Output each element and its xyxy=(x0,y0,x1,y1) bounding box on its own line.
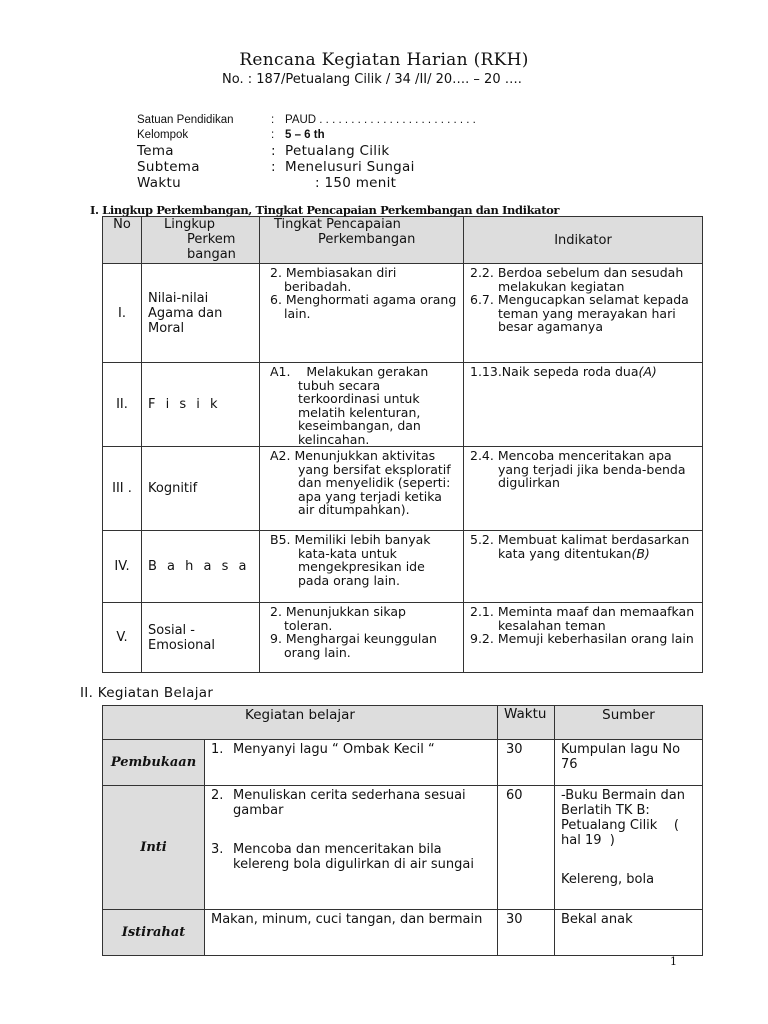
header-indikator: Indikator xyxy=(464,217,703,264)
lingkup-line: Moral xyxy=(148,320,185,336)
lingkup-line: F i s i k xyxy=(148,397,221,412)
activity-text: Menyanyi lagu “ Ombak Kecil “ xyxy=(233,742,435,757)
table-row xyxy=(103,531,703,603)
section2-heading: II. Kegiatan Belajar xyxy=(80,685,214,701)
header-lingkup-line: Lingkup xyxy=(164,217,215,232)
info-colon: : xyxy=(271,143,276,159)
table-row xyxy=(103,740,703,786)
phase-label: Istirahat xyxy=(103,910,205,956)
indikator-item: 9.2. Memuji keberhasilan orang lain xyxy=(470,631,694,646)
activity-text: Makan, minum, cuci tangan, dan bermain xyxy=(211,912,483,927)
lingkup-line: Nilai-nilai xyxy=(148,290,209,306)
header-lingkup xyxy=(142,217,260,264)
indikator-suffix: (A) xyxy=(638,364,657,379)
sumber-cell xyxy=(555,910,703,956)
activity-cell xyxy=(205,910,498,956)
section1-heading: I. Lingkup Perkembangan, Tingkat Pencapaian Perkembangan dan Indikator xyxy=(90,203,560,217)
table-header-row xyxy=(103,217,703,264)
header-no: No xyxy=(103,217,142,264)
row-lingkup xyxy=(142,603,260,673)
phase-label: Inti xyxy=(103,786,205,910)
lingkup-line: Kognitif xyxy=(148,481,198,496)
row-lingkup xyxy=(142,264,260,363)
row-tingkat xyxy=(260,447,464,531)
row-number: I. xyxy=(103,264,142,363)
activity-number: 3. xyxy=(211,842,224,857)
row-tingkat xyxy=(260,603,464,673)
sumber-item: Kumpulan lagu No 76 xyxy=(561,742,681,772)
lingkup-line: Sosial - xyxy=(148,622,195,638)
lingkup-line: Agama dan xyxy=(148,305,223,321)
header-kegiatan: Kegiatan belajar xyxy=(103,706,498,740)
info-value: 5 – 6 th xyxy=(285,129,325,141)
tingkat-item: 9. Menghargai keunggulan orang lain. xyxy=(270,631,437,660)
sumber-item: Kelereng, bola xyxy=(561,872,655,887)
indikator-item: 2.2. Berdoa sebelum dan sesudah melakukan kegiatan xyxy=(470,265,684,294)
table-row xyxy=(103,603,703,673)
table-header-row xyxy=(103,706,703,740)
info-value: Menelusuri Sungai xyxy=(285,159,415,175)
tingkat-item: 2. Menunjukkan sikap toleran. xyxy=(270,604,406,633)
header-tingkat-line: Perkembangan xyxy=(318,232,416,247)
row-indikator xyxy=(464,447,703,531)
activity-text: Mencoba dan menceritakan bila kelereng bola digulirkan di air sungai xyxy=(233,842,474,872)
info-colon: : xyxy=(271,159,276,175)
indikator-suffix: (B) xyxy=(631,545,650,561)
development-table xyxy=(102,216,703,673)
phase-label: Pembukaan xyxy=(103,740,205,786)
info-label: Kelompok xyxy=(137,129,189,141)
tingkat-item: B5. Memiliki lebih banyak kata-kata untuk mengekpresikan ide pada orang lain. xyxy=(270,532,431,588)
lingkup-line: B a h a s a xyxy=(148,559,250,574)
table-row xyxy=(103,264,703,363)
info-colon: : xyxy=(271,129,275,141)
row-lingkup xyxy=(142,531,260,603)
indikator-item: 1.13.Naik sepeda roda dua xyxy=(470,364,639,379)
table-row xyxy=(103,786,703,910)
info-label: Satuan Pendidikan xyxy=(137,114,234,126)
row-number: II. xyxy=(103,363,142,447)
row-lingkup xyxy=(142,447,260,531)
row-number: III . xyxy=(103,447,142,531)
sumber-item: Bekal anak xyxy=(561,912,633,927)
header-sumber: Sumber xyxy=(555,706,703,740)
info-label: Waktu xyxy=(137,175,181,191)
activity-number: 1. xyxy=(211,742,224,757)
sumber-item: -Buku Bermain dan Berlatih TK B: Petualang Cilik ( hal 19 ) xyxy=(561,788,690,848)
info-label: Tema xyxy=(137,143,174,159)
activity-item xyxy=(211,742,491,757)
header-lingkup-line: Perkem xyxy=(187,232,236,247)
row-indikator xyxy=(464,603,703,673)
indikator-item: 5.2. Membuat kalimat berdasarkan kata yang ditentukan xyxy=(470,532,690,561)
waktu-value: 30 xyxy=(498,910,555,956)
activity-item xyxy=(211,842,491,872)
row-indikator xyxy=(464,531,703,603)
tingkat-item: A1. Melakukan gerakan tubuh secara terkoordinasi untuk melatih kelenturan, keseimbangan, dan kelincahan. xyxy=(270,364,433,447)
row-indikator xyxy=(464,363,703,447)
info-colon: : xyxy=(271,114,275,126)
row-indikator xyxy=(464,264,703,363)
activity-text: Menuliskan cerita sederhana sesuai gambar xyxy=(233,788,466,818)
page-number: 1 xyxy=(670,955,677,968)
sumber-cell xyxy=(555,786,703,910)
header-waktu: Waktu xyxy=(498,706,555,740)
table-row xyxy=(103,363,703,447)
row-tingkat xyxy=(260,264,464,363)
indikator-item: 6.7. Mengucapkan selamat kepada teman yang merayakan hari besar agamanya xyxy=(470,292,689,334)
info-value: Petualang Cilik xyxy=(285,143,390,159)
info-value: : 150 menit xyxy=(315,175,397,191)
row-tingkat xyxy=(260,363,464,447)
waktu-value: 60 xyxy=(498,786,555,910)
activity-table xyxy=(102,705,703,956)
table-row xyxy=(103,447,703,531)
info-value: PAUD . . . . . . . . . . . . . . . . . . . . . . . . . xyxy=(285,114,476,126)
info-label: Subtema xyxy=(137,159,200,175)
indikator-item: 2.4. Mencoba menceritakan apa yang terjadi jika benda-benda digulirkan xyxy=(470,448,686,490)
row-tingkat xyxy=(260,531,464,603)
row-number: IV. xyxy=(103,531,142,603)
tingkat-item: A2. Menunjukkan aktivitas yang bersifat eksploratif dan menyelidik (seperti: apa yang terjadi ketika air ditumpahkan). xyxy=(270,448,451,517)
indikator-item: 2.1. Meminta maaf dan memaafkan kesalahan teman xyxy=(470,604,695,633)
table-row xyxy=(103,910,703,956)
document-number: No. : 187/Petualang Cilik / 34 /II/ 20…. – 20 …. xyxy=(222,72,522,87)
activity-item xyxy=(211,788,491,818)
lingkup-line: Emosional xyxy=(148,637,215,653)
activity-cell xyxy=(205,786,498,910)
row-lingkup xyxy=(142,363,260,447)
activity-number: 2. xyxy=(211,788,224,803)
header-lingkup-line: bangan xyxy=(187,247,236,262)
row-number: V. xyxy=(103,603,142,673)
activity-cell xyxy=(205,740,498,786)
header-tingkat-line: Tingkat Pencapaian xyxy=(274,217,401,232)
waktu-value: 30 xyxy=(498,740,555,786)
tingkat-item: 6. Menghormati agama orang lain. xyxy=(270,292,457,321)
tingkat-item: 2. Membiasakan diri beribadah. xyxy=(270,265,397,294)
page-title: Rencana Kegiatan Harian (RKH) xyxy=(239,50,529,70)
header-tingkat xyxy=(260,217,464,264)
sumber-cell xyxy=(555,740,703,786)
